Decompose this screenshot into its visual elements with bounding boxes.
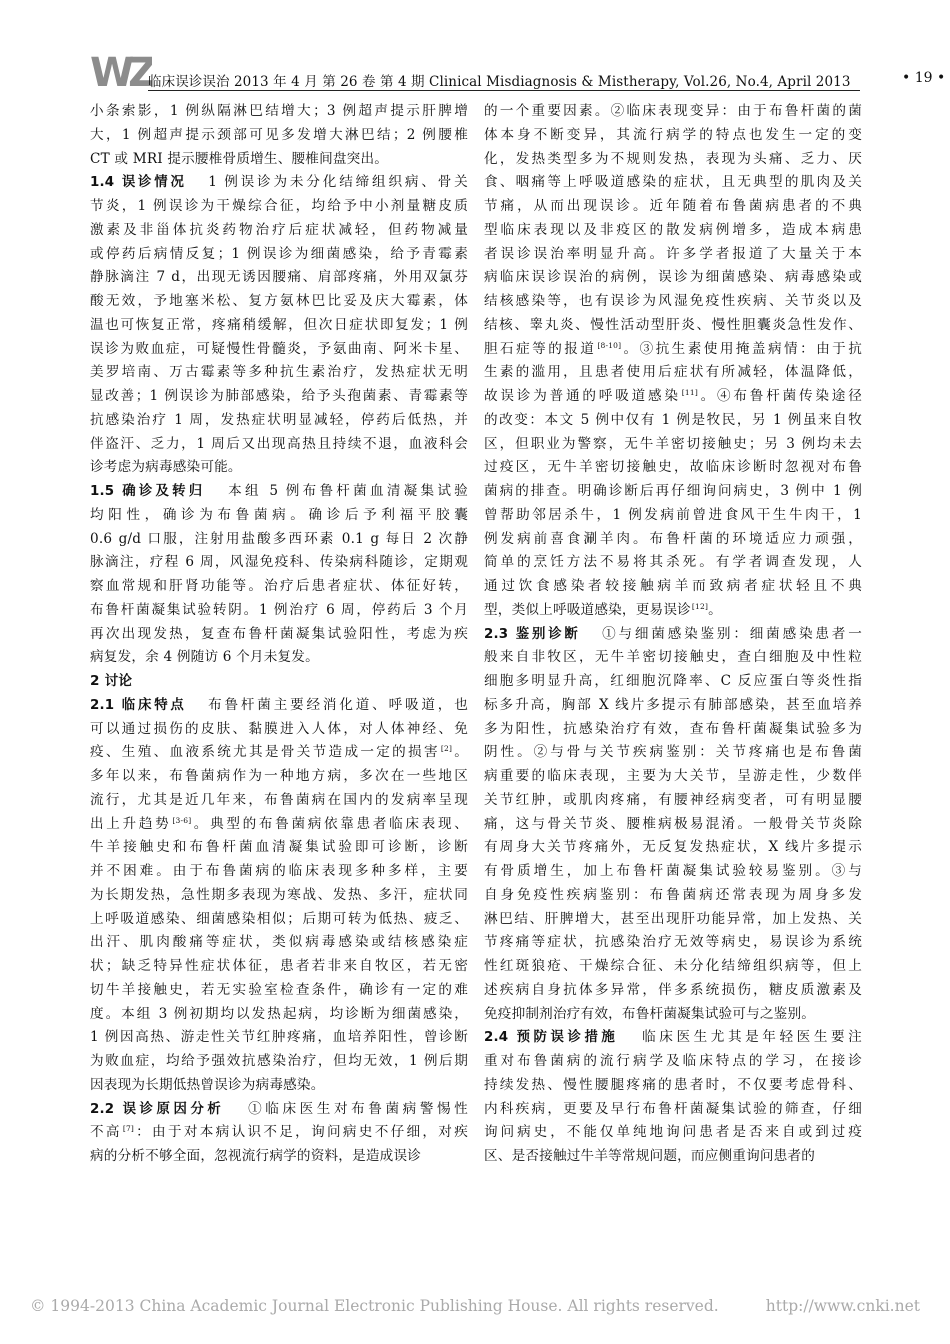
- line-text: 状；缺乏特异性症状体征，患者若非来自牧区，若无密: [90, 958, 468, 974]
- line-text: 温也可恢复正常，疼痛稍缓解，但次日症状即复发；1 例: [90, 316, 468, 333]
- text-line: [90, 575, 468, 599]
- line-text: 区，但职业为警察，无牛羊密切接触史；另 3 例均未去: [484, 435, 862, 452]
- text-line: [484, 979, 862, 1003]
- text-line: [484, 1098, 862, 1122]
- text-line: [484, 955, 862, 979]
- line-text: 显改善；1 例误诊为肺部感染，给予头孢菌素、青霉素等: [90, 388, 468, 404]
- line-text: CT 或 MRI 提示腰椎骨质增生、腰椎间盘突出。: [90, 150, 389, 167]
- line-text: 为败血症，均给予强效抗感染治疗，但均无效，1 例后期: [90, 1053, 468, 1069]
- text-line: [90, 266, 468, 290]
- text-line: [484, 290, 862, 314]
- text-line: [90, 148, 468, 172]
- line-text: 型临床表现以及非疫区的散发病例增多，造成本病患: [484, 221, 862, 238]
- line-text: 故误诊为普通的呼吸道感染: [484, 388, 681, 404]
- text-line: [484, 789, 862, 813]
- header-rule: [148, 90, 860, 91]
- text-line: [484, 361, 862, 385]
- line-text: 可以通过损伤的皮肤、黏膜进入人体，对人体神经、免: [90, 720, 468, 737]
- citation-sup: [172, 816, 191, 825]
- text-line: [90, 741, 468, 765]
- text-line: [90, 884, 468, 908]
- line-text: 痛，这与骨关节炎、腰椎病极易混淆。一般骨关节炎除: [484, 815, 862, 832]
- text-line: [90, 361, 468, 385]
- line-text: 度。本组 3 例初期均以发热起病，均诊断为细菌感染，: [90, 1005, 468, 1022]
- line-text: 型，类似上呼吸道感染，更易误诊: [484, 601, 691, 618]
- line-text: 般来自非牧区，无牛羊密切接触史，查白细胞及中性粒: [484, 649, 862, 666]
- copyright-notice: © 1994-2013 China Academic Journal Electronic Publishing House. All rights reserved.: [30, 1297, 719, 1315]
- text-line: [484, 1003, 862, 1027]
- text-line: [90, 243, 468, 267]
- line-text: 淋巴结、肝脾增大，甚至出现肝功能异常，加上发热、关: [484, 910, 862, 927]
- line-text: 阴性。②与骨与关节疾病鉴别：关节疼痛也是布鲁菌: [484, 744, 862, 761]
- text-line: [484, 219, 862, 243]
- line-text: 简单的烹饪方法不易将其杀死。有学者调查发现，人: [484, 554, 862, 571]
- line-text: 病重要的临床表现，主要为大关节，呈游走性，少数伴: [484, 768, 862, 784]
- journal-running-title: 临床误诊误治 2013 年 4 月 第 26 卷 第 4 期 Clinical Misdiagnosis & Mistherapy, Vol.26, No.4, April 2013: [148, 74, 851, 90]
- text-line: [484, 528, 862, 552]
- cnki-url: http://www.cnki.net: [765, 1297, 920, 1315]
- text-line: [484, 1145, 862, 1169]
- paragraph-r02: [484, 623, 862, 1027]
- text-line: [90, 623, 468, 647]
- text-line: [90, 338, 468, 362]
- text-line: [90, 171, 468, 195]
- text-line: [90, 599, 468, 623]
- line-text: 本组 5 例布鲁杆菌血清凝集试验: [228, 483, 468, 499]
- line-text: 诊考虑为病毒感染可能。: [90, 459, 242, 476]
- line-text: 者误诊误治率明显升高。许多学者报道了大量关于本: [484, 245, 862, 262]
- line-text: 。③抗生素使用掩盖病情：由于抗: [621, 340, 862, 357]
- line-text: 胆石症等的报道: [484, 340, 597, 357]
- text-line: [484, 765, 862, 789]
- line-text: 1 例因高热、游走性关节红肿疼痛，血培养阳性，曾诊断: [90, 1029, 468, 1046]
- line-text: 再次出现发热，复查布鲁杆菌凝集试验阳性，考虑为疾: [90, 625, 468, 642]
- text-line: [484, 409, 862, 433]
- line-text: 切牛羊接触史，若无实验室检查条件，确诊有一定的难: [90, 981, 468, 998]
- text-line: [484, 1050, 862, 1074]
- text-line: [90, 124, 468, 148]
- paragraph-l01: [90, 100, 468, 171]
- line-text: 误诊为败血症，可疑慢性骨髓炎，予氨曲南、阿米卡星、: [90, 340, 468, 357]
- text-line: [90, 1074, 468, 1098]
- line-text: 上呼吸道感染、细菌感染相似；后期可转为低热、疲乏、: [90, 910, 468, 927]
- section-lead: 1.4 误诊情况: [90, 175, 187, 191]
- line-text: 结核感染等，也有误诊为风湿免疫性疾病、关节炎以及: [484, 293, 862, 309]
- line-text: 有周身大关节疼痛外，无反复发热症状，X 线片多提示: [484, 839, 862, 856]
- line-text: 或停药后病情反复；1 例误诊为细菌感染，给予青霉素: [90, 245, 468, 262]
- line-text: 结核、睾丸炎、慢性活动型肝炎、慢性胆囊炎急性发作、: [484, 316, 862, 333]
- text-line: [484, 266, 862, 290]
- line-text: 持续发热、慢性腰腿疼痛的患者时，不仅要考虑骨科、: [484, 1076, 862, 1093]
- text-line: [90, 1026, 468, 1050]
- line-text: 脉滴注，疗程 6 周，风湿免疫科、传染病科随诊，定期观: [90, 554, 468, 571]
- text-line: [484, 646, 862, 670]
- text-line: [484, 836, 862, 860]
- text-line: [484, 1074, 862, 1098]
- line-text: 布鲁杆菌主要经消化道、呼吸道，也: [208, 696, 468, 713]
- line-tail: 。: [452, 744, 468, 761]
- text-line: [484, 148, 862, 172]
- text-line: [484, 575, 862, 599]
- line-text: 酸无效，予地塞米松、复方氨林巴比妥及庆大霉素，体: [90, 293, 468, 309]
- text-line: [90, 528, 468, 552]
- text-line: [484, 124, 862, 148]
- text-line: [484, 551, 862, 575]
- text-line: [484, 480, 862, 504]
- citation-marker: [2]: [440, 744, 453, 754]
- line-text: 询问病史，不能仅单纯地询问患者是否来自或到过疫: [484, 1124, 862, 1141]
- line-text: 流行，尤其是近几年来，布鲁菌病在国内的发病率呈现: [90, 791, 468, 808]
- line-text: ①与细菌感染鉴别：细菌感染患者一: [602, 625, 862, 642]
- line-text: 静脉滴注 7 d，出现无诱因腰痛、肩部疼痛，外用双氯芬: [90, 269, 468, 286]
- line-text: 述疾病自身抗体多异常，伴多系统损伤，糖皮质激素及: [484, 981, 862, 998]
- line-text: 出汗、肌肉酸痛等症状，类似病毒感染或结核感染症: [90, 934, 468, 951]
- line-text: 病的分析不够全面，忽视流行病学的资料，是造成误诊: [90, 1148, 422, 1164]
- line-text: ：由于对本病认识不足，询问病史不仔细，对疾: [134, 1124, 468, 1141]
- text-line: [484, 385, 862, 409]
- line-text: 抗感染治疗 1 周，发热症状明显减轻，停药后低热，并: [90, 411, 468, 428]
- line-text: 节疼痛等症状，抗感染治疗无效等病史，易误诊为系统: [484, 934, 862, 951]
- page-number: • 19 •: [902, 70, 946, 86]
- line-text: 细胞多明显升高，红细胞沉降率、C 反应蛋白等炎性指: [484, 673, 862, 689]
- text-line: [484, 1026, 862, 1050]
- line-text: 均阳性，确诊为布鲁菌病。确诊后予利福平胶囊: [90, 506, 468, 523]
- text-line: [90, 219, 468, 243]
- text-line: [484, 338, 862, 362]
- section-lead: 2.3 鉴别诊断: [484, 626, 581, 642]
- section-lead: 2.4 预防误诊措施: [484, 1030, 619, 1046]
- line-text: 曾帮助邻居杀牛，1 例发病前曾进食风干生牛肉干，1: [484, 506, 862, 523]
- line-tail: 。典型的布鲁菌病依靠患者临床表现、: [191, 815, 468, 832]
- line-text: 美罗培南、万古霉素等多种抗生素治疗，发热症状无明: [90, 364, 468, 381]
- text-line: [90, 290, 468, 314]
- line-text: 病临床误诊误治的病例，误诊为细菌感染、病毒感染或: [484, 269, 862, 286]
- line-text: 内科疾病，更要及早行布鲁杆菌凝集试验的筛查，仔细: [484, 1100, 862, 1117]
- text-line: [90, 551, 468, 575]
- text-line: [90, 1098, 468, 1122]
- text-line: [484, 195, 862, 219]
- citation-marker: [8-10]: [597, 340, 622, 350]
- left-text-column: [90, 100, 468, 1169]
- line-text: 免疫抑制剂治疗有效，布鲁杆菌凝集试验可与之鉴别。: [484, 1005, 816, 1022]
- text-line: [90, 409, 468, 433]
- text-line: [484, 243, 862, 267]
- line-text: 生素的滥用，且患者使用后症状有所减轻，体温降低，: [484, 364, 862, 381]
- text-line: [484, 813, 862, 837]
- line-text: 1 例误诊为未分化结缔组织病、骨关: [208, 174, 468, 191]
- text-line: [484, 931, 862, 955]
- line-text: 自身免疫性疾病鉴别：布鲁菌病还常表现为周身多发: [484, 886, 862, 903]
- citation-marker: [7]: [122, 1124, 135, 1134]
- line-text: 例发病前喜食涮羊肉。布鲁杆菌的环境适应力顽强，: [484, 530, 862, 547]
- citation-sup: [441, 744, 452, 753]
- text-line: [90, 836, 468, 860]
- line-text: 小条索影，1 例纵隔淋巴结增大；3 例超声提示肝脾增: [90, 103, 468, 119]
- text-line: [90, 385, 468, 409]
- line-text: 病复发，余 4 例随访 6 个月未复发。: [90, 649, 319, 666]
- text-line: [90, 646, 468, 670]
- line-text: 因表现为长期低热曾误诊为病毒感染。: [90, 1076, 325, 1093]
- line-text: 察血常规和肝肾功能等。治疗后患者症状、体征好转，: [90, 578, 468, 594]
- line-text: 节痛，从而出现误诊。近年随着布鲁菌病患者的不典: [484, 198, 862, 214]
- text-line: [484, 314, 862, 338]
- line-text: 节炎，1 例误诊为干燥综合征，均给予中小剂量糖皮质: [90, 198, 468, 214]
- section-heading: 2 讨论: [90, 673, 133, 689]
- text-line: [484, 433, 862, 457]
- text-line: [90, 813, 468, 837]
- line-text: 激素及非甾体抗炎药物治疗后症状减轻，但药物减量: [90, 221, 468, 238]
- logo-text: WZ: [90, 50, 152, 90]
- right-text-column: [484, 100, 862, 1169]
- line-text: 性红斑狼疮、干燥综合征、未分化结缔组织病等，但上: [484, 958, 862, 974]
- text-line: [90, 1121, 468, 1145]
- line-text: 过疫区，无牛羊密切接触史，故临床诊断时忽视对布鲁: [484, 459, 862, 476]
- line-text: 牛羊接触史和布鲁杆菌血清凝集试验即可诊断，诊断: [90, 839, 468, 856]
- text-line: [484, 908, 862, 932]
- text-line: [484, 504, 862, 528]
- line-text: 伴盗汗、乏力，1 周后又出现高热且持续不退，血液科会: [90, 435, 468, 452]
- paragraph-l03: [90, 480, 468, 670]
- line-text: 。④布鲁杆菌传染途径: [698, 388, 862, 404]
- line-tail: 。: [708, 601, 722, 618]
- running-header: [90, 48, 946, 94]
- citation-sup: [692, 602, 708, 611]
- text-line: [484, 884, 862, 908]
- text-line: [90, 456, 468, 480]
- text-line: [90, 979, 468, 1003]
- text-line: [484, 670, 862, 694]
- text-line: [90, 718, 468, 742]
- citation-marker: [3-6]: [172, 815, 192, 825]
- text-line: [90, 1050, 468, 1074]
- line-text: 为长期发热，急性期多表现为寒战、发热、多汗，症状同: [90, 886, 468, 903]
- section-lead: 2.2 误诊原因分析: [90, 1101, 225, 1117]
- line-text: 出上升趋势: [90, 815, 172, 832]
- text-line: [90, 433, 468, 457]
- paragraph-l04: [90, 670, 468, 694]
- text-line: [484, 718, 862, 742]
- text-line: [484, 1121, 862, 1145]
- text-line: [484, 741, 862, 765]
- line-text: 布鲁杆菌凝集试验转阴。1 例治疗 6 周，停药后 3 个月: [90, 601, 468, 618]
- text-line: [484, 100, 862, 124]
- section-lead: 1.5 确诊及转归: [90, 484, 206, 499]
- line-text: 多为阳性，抗感染治疗有效，查布鲁杆菌凝集试验多为: [484, 720, 862, 737]
- text-line: [90, 955, 468, 979]
- citation-marker: [11]: [681, 388, 698, 397]
- line-text: 不高: [90, 1124, 122, 1141]
- line-text: 化，发热类型多为不规则发热，表现为头痛、乏力、厌: [484, 150, 862, 167]
- line-text: 多年以来，布鲁菌病作为一种地方病，多次在一些地区: [90, 768, 468, 784]
- line-text: 的改变：本文 5 例中仅有 1 例是牧民，另 1 例虽来自牧: [484, 411, 862, 428]
- text-line: [90, 694, 468, 718]
- paragraph-r01: [484, 100, 862, 623]
- citation-sup: [123, 1124, 134, 1133]
- text-line: [484, 860, 862, 884]
- text-line: [90, 314, 468, 338]
- text-line: [484, 171, 862, 195]
- text-line: [90, 765, 468, 789]
- citation-sup: [682, 388, 698, 397]
- text-line: [90, 789, 468, 813]
- text-line: [484, 456, 862, 480]
- text-line: [90, 480, 468, 504]
- citation-sup: [597, 341, 621, 350]
- line-text: 疫、生殖、血液系统尤其是骨关节造成一定的损害: [90, 744, 440, 761]
- line-text: 食、咽痛等上呼吸道感染的症状，且无典型的肌肉及关: [484, 174, 862, 191]
- line-text: 大，1 例超声提示颈部可见多发增大淋巴结；2 例腰椎: [90, 126, 468, 143]
- line-text: 关节红肿，或肌肉疼痛，有腰神经病变者，可有明显腰: [484, 791, 862, 808]
- text-line: [90, 195, 468, 219]
- text-line: [90, 504, 468, 528]
- line-text: ①临床医生对布鲁菌病警惕性: [248, 1100, 468, 1117]
- line-text: 临床医生尤其是年轻医生要注: [642, 1029, 862, 1046]
- line-text: 0.6 g/d 口服，注射用盐酸多西环素 0.1 g 每日 2 次静: [90, 530, 468, 547]
- line-text: 的一个重要因素。②临床表现变异：由于布鲁杆菌的菌: [484, 103, 862, 119]
- text-line: [90, 1145, 468, 1169]
- line-text: 有骨质增生，加上布鲁杆菌凝集试验较易鉴别。③与: [484, 863, 862, 879]
- text-line: [484, 623, 862, 647]
- line-text: 通过饮食感染者较接触病羊而致病者症状轻且不典: [484, 578, 862, 594]
- text-line: [90, 100, 468, 124]
- paragraph-l05: [90, 694, 468, 1098]
- line-text: 区、是否接触过牛羊等常规问题，而应侧重询问患者的: [484, 1148, 816, 1164]
- line-text: 标多升高，胸部 X 线片多提示有肺部感染，甚至血培养: [484, 696, 862, 713]
- text-line: [90, 1003, 468, 1027]
- section-lead: 2.1 临床特点: [90, 697, 187, 713]
- line-text: 并不困难。由于布鲁菌病的临床表现多种多样，主要: [90, 863, 468, 879]
- paragraph-l02: [90, 171, 468, 480]
- citation-marker: [12]: [691, 601, 709, 611]
- line-text: 重对布鲁菌病的流行病学及临床特点的学习，在接诊: [484, 1053, 862, 1069]
- paragraph-l06: [90, 1098, 468, 1169]
- paragraph-r03: [484, 1026, 862, 1169]
- journal-logo: [90, 48, 152, 90]
- line-text: 菌病的排查。明确诊断后再仔细询问病史，3 例中 1 例: [484, 483, 862, 499]
- text-line: [90, 931, 468, 955]
- text-line: [484, 694, 862, 718]
- line-text: 体本身不断变异，其流行病学的特点也发生一定的变: [484, 126, 862, 143]
- text-line: [484, 599, 862, 623]
- text-line: [90, 860, 468, 884]
- text-line: [90, 908, 468, 932]
